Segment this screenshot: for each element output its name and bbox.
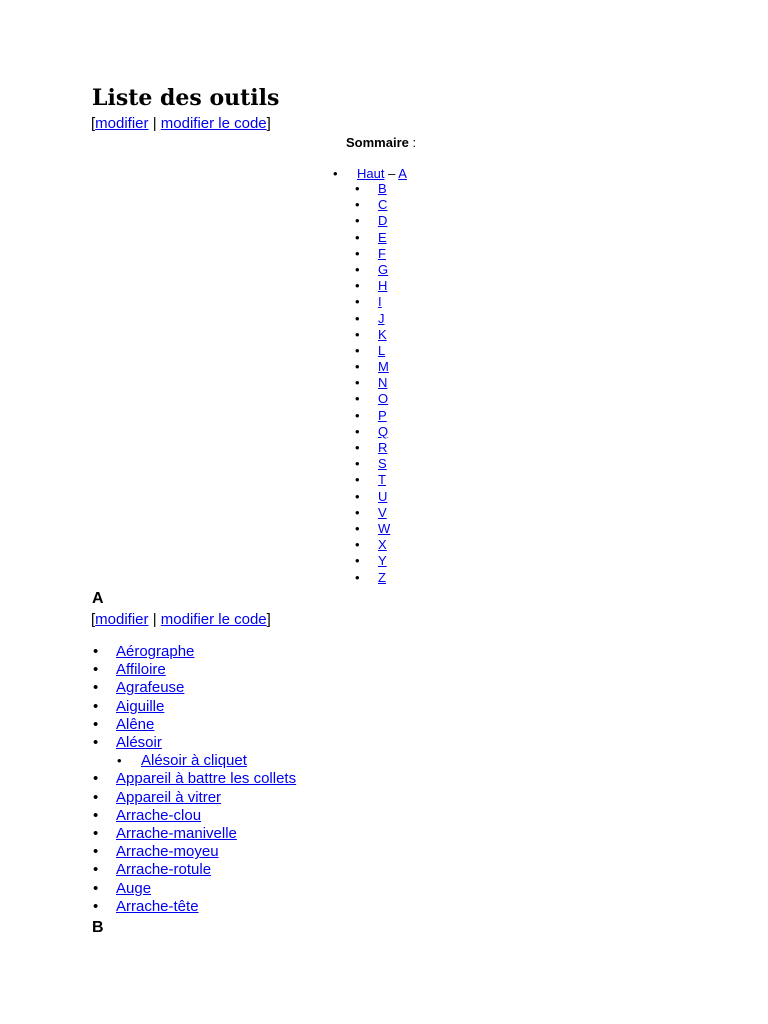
toc-letter-link[interactable]: J [378, 310, 385, 326]
toc-letter-link[interactable]: X [378, 537, 387, 553]
toc-title: Sommaire [346, 135, 409, 150]
toc-heading [346, 134, 416, 152]
list-item [116, 698, 296, 716]
tool-list-a [116, 643, 296, 916]
tool-link[interactable]: Affiloire [116, 661, 166, 679]
tool-link[interactable]: Agrafeuse [116, 679, 185, 697]
toc-letter-link[interactable]: N [378, 375, 388, 391]
tool-link[interactable]: Appareil à vitrer [116, 788, 222, 806]
toc-item [378, 327, 390, 343]
toc-item [378, 456, 390, 472]
toc-item [378, 424, 390, 440]
toc-item [378, 197, 390, 213]
toc-letter-link[interactable]: D [378, 213, 388, 229]
sub-list-item [141, 752, 296, 770]
list-item [116, 679, 296, 697]
toc-item [378, 505, 390, 521]
modifier-code-link[interactable]: modifier le code [160, 611, 267, 628]
toc-item [378, 570, 390, 586]
bracket-close: ] [266, 115, 271, 132]
toc-item [378, 359, 390, 375]
toc-item [378, 213, 390, 229]
toc-dash: – [384, 166, 399, 181]
toc-letter-link[interactable]: K [378, 326, 387, 342]
toc-item [378, 391, 390, 407]
toc-item [378, 537, 390, 553]
toc-letter-link[interactable]: T [378, 472, 386, 488]
tool-link[interactable]: Alêne [116, 715, 155, 733]
tool-link[interactable]: Aiguille [116, 697, 165, 715]
toc-letter-link[interactable]: E [378, 229, 387, 245]
list-item [116, 898, 296, 916]
toc-item [378, 440, 390, 456]
toc-letter-list [378, 181, 390, 586]
toc-item [378, 375, 390, 391]
list-item [116, 643, 296, 661]
toc-letter-link[interactable]: O [378, 391, 389, 407]
toc-letter-link[interactable]: W [378, 520, 391, 536]
toc-item [378, 278, 390, 294]
tool-link[interactable]: Arrache-tête [116, 897, 199, 915]
bracket-close: ] [266, 611, 271, 628]
toc-item [378, 521, 390, 537]
toc-title-suffix: : [408, 135, 417, 150]
toc-letter-link[interactable]: L [378, 342, 386, 358]
bracket-open: [ [91, 115, 96, 132]
list-item [116, 789, 296, 807]
tool-link[interactable]: Arrache-manivelle [116, 825, 237, 843]
toc-item [378, 343, 390, 359]
toc-item [378, 246, 390, 262]
tool-link[interactable]: Alésoir [116, 734, 162, 752]
modifier-link[interactable]: modifier [95, 611, 149, 628]
toc-letter-link[interactable]: U [378, 488, 388, 504]
list-item [116, 843, 296, 861]
toc-item [378, 408, 390, 424]
toc-letter-link[interactable]: S [378, 456, 387, 472]
toc-item [378, 472, 390, 488]
section-heading-b: B [92, 919, 104, 936]
tool-link[interactable]: Arrache-rotule [116, 861, 212, 879]
toc-letter-link[interactable]: M [378, 359, 389, 375]
list-item [116, 880, 296, 898]
toc-item [378, 489, 390, 505]
sub-list [116, 752, 296, 770]
toc-link-haut[interactable]: Haut [357, 166, 385, 181]
list-item [116, 716, 296, 734]
toc-link-a[interactable]: A [398, 166, 407, 181]
toc-letter-link[interactable]: Z [378, 569, 386, 585]
toc-letter-link[interactable]: V [378, 504, 387, 520]
tool-link[interactable]: Arrache-clou [116, 806, 202, 824]
edit-links [91, 114, 271, 134]
modifier-code-link[interactable]: modifier le code [160, 115, 267, 132]
page-title: Liste des outils [92, 85, 280, 111]
toc-item [378, 262, 390, 278]
tool-link[interactable]: Aérographe [116, 643, 195, 660]
toc-item [378, 294, 390, 310]
tool-link[interactable]: Arrache-moyeu [116, 843, 219, 861]
bracket-open: [ [91, 611, 96, 628]
list-item [116, 661, 296, 679]
toc-item [378, 230, 390, 246]
modifier-link[interactable]: modifier [95, 115, 149, 132]
toc-letter-link[interactable]: I [378, 294, 382, 310]
toc-letter-link[interactable]: Y [378, 553, 387, 569]
list-item [116, 861, 296, 879]
tool-link[interactable]: Auge [116, 879, 152, 897]
tool-link[interactable]: Appareil à battre les collets [116, 770, 297, 788]
toc-letter-link[interactable]: P [378, 407, 387, 423]
tool-link[interactable]: Alésoir à cliquet [141, 752, 247, 770]
separator: | [148, 115, 161, 132]
section-heading-a: A [92, 590, 104, 607]
toc-letter-link[interactable]: H [378, 278, 388, 294]
toc-letter-link[interactable]: G [378, 261, 389, 277]
toc-letter-link[interactable]: R [378, 440, 388, 455]
separator: | [148, 611, 161, 628]
edit-links-section-a [91, 610, 271, 630]
list-item [116, 734, 296, 770]
toc-item [378, 181, 390, 197]
toc-letter-link[interactable]: B [378, 181, 387, 196]
list-item [116, 825, 296, 843]
toc-item [378, 311, 390, 327]
toc-item [378, 553, 390, 569]
toc-letter-link[interactable]: C [378, 197, 388, 213]
list-item [116, 770, 296, 788]
toc-letter-link[interactable]: F [378, 245, 386, 261]
toc-letter-link[interactable]: Q [378, 423, 389, 439]
list-item [116, 807, 296, 825]
